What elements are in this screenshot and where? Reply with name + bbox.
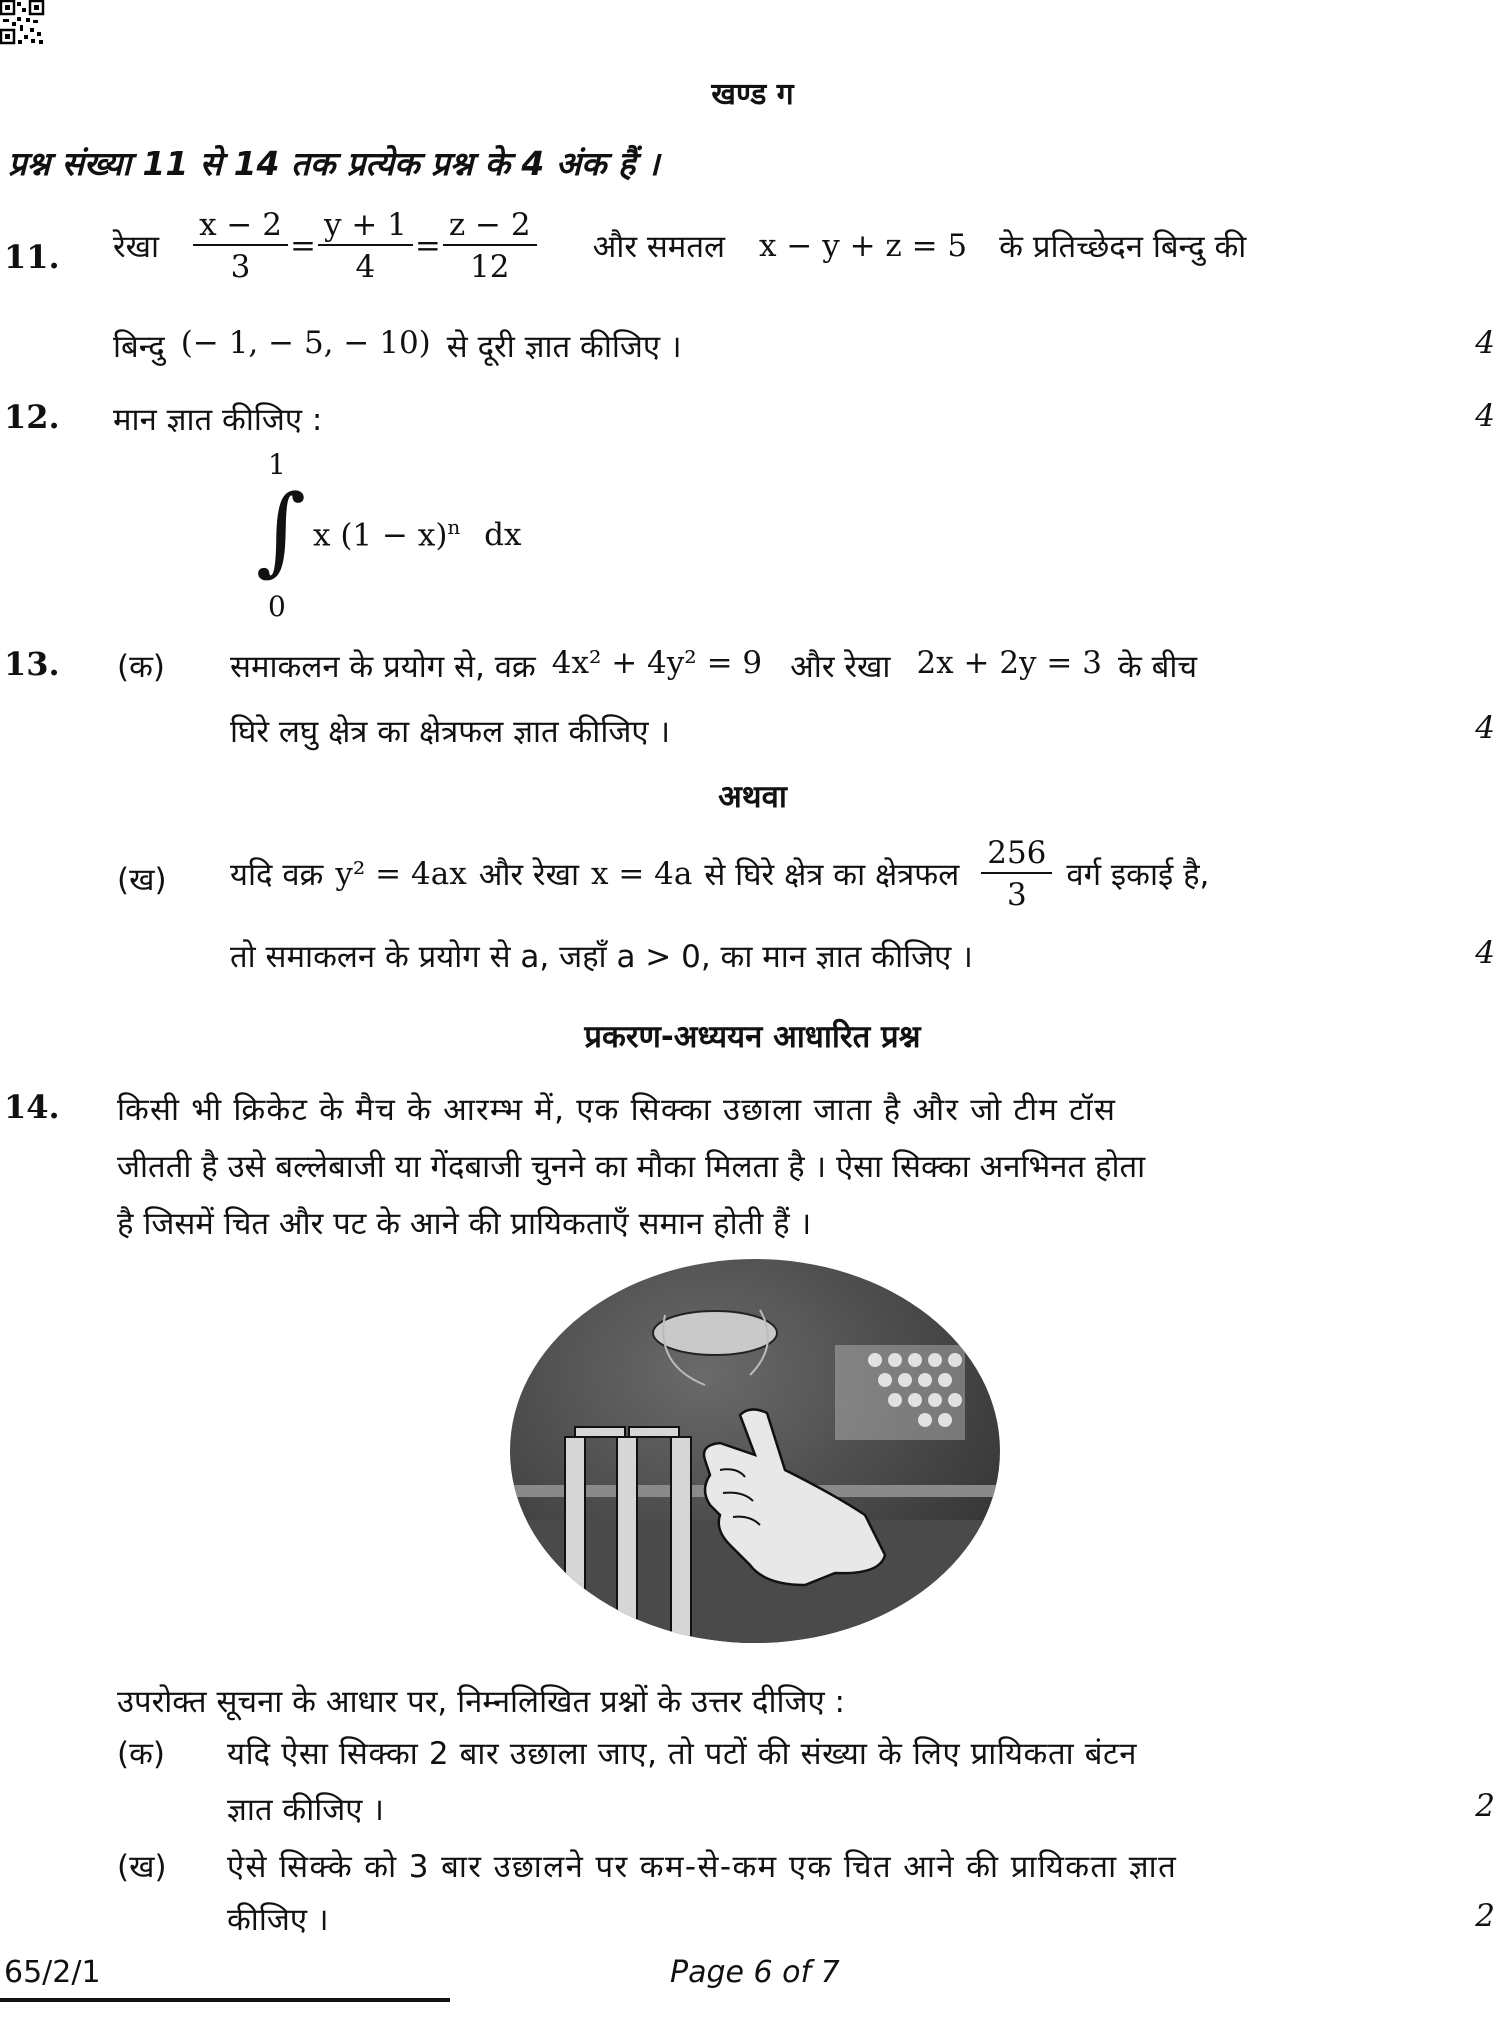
q13a-marks: 4 bbox=[1475, 710, 1495, 746]
q13b-marks: 4 bbox=[1475, 935, 1495, 971]
question-number-14: 14. bbox=[4, 1088, 60, 1126]
question-number-11: 11. bbox=[4, 238, 60, 276]
q14a-line1: यदि ऐसा सिक्का 2 बार उछाला जाए, तो पटों की संख्या के लिए प्रायिकता बंटन bbox=[227, 1736, 1138, 1772]
question-number-12: 12. bbox=[4, 398, 60, 436]
or-divider: अथवा bbox=[718, 779, 787, 815]
q12-marks: 4 bbox=[1475, 398, 1495, 434]
q13a-line-equation: 2x + 2y = 3 bbox=[916, 645, 1102, 681]
q13b-line1: यदि वक्र y² = 4ax और रेखा x = 4a से घिरे क्षेत्र का क्षेत्रफल $\frac{256}{3}$ वर्ग इकाई है, bbox=[230, 835, 1210, 914]
q14b-line1: ऐसे सिक्के को 3 बार उछालने पर कम-से-कम एक चित आने की प्रायिकता ज्ञात bbox=[227, 1849, 1178, 1885]
q12-text: मान ज्ञात कीजिए : bbox=[113, 402, 323, 438]
question-11-line2 bbox=[113, 325, 682, 367]
q11-text-point: बिन्दु bbox=[113, 329, 165, 365]
qr-code-icon bbox=[0, 0, 46, 46]
q14b-marks: 2 bbox=[1475, 1898, 1495, 1934]
q14-paragraph-line3: है जिसमें चित और पट के आने की प्रायिकताएँ समान होती हैं । bbox=[117, 1206, 812, 1242]
q13a-line1: समाकलन के प्रयोग से, वक्र 4x² + 4y² = 9 और रेखा 2x + 2y = 3 के बीच bbox=[230, 645, 1198, 685]
page-indicator: Page 6 of 7 bbox=[670, 1955, 840, 1990]
section-instruction: प्रश्न संख्या 11 से 14 तक प्रत्येक प्रश्न के 4 अंक हैं । bbox=[8, 144, 660, 183]
q13b-line2: तो समाकलन के प्रयोग से a, जहाँ a > 0, का मान ज्ञात कीजिए । bbox=[230, 939, 973, 975]
q11-text-line: रेखा bbox=[113, 229, 160, 266]
section-title: खण्ड ग bbox=[711, 77, 794, 112]
q14b-line2: कीजिए । bbox=[227, 1902, 329, 1938]
footer-rule bbox=[0, 1998, 450, 2002]
coin-toss-illustration bbox=[505, 1255, 1005, 1647]
q14a-marks: 2 bbox=[1475, 1788, 1495, 1824]
integral-lower-limit: 0 bbox=[268, 590, 286, 623]
q11-fraction-y: $\frac{y + 1}{4}$ bbox=[318, 208, 413, 284]
q13a-curve-equation: 4x² + 4y² = 9 bbox=[551, 645, 763, 681]
q14a-label: (क) bbox=[117, 1736, 165, 1772]
q11-text-find-distance: से दूरी ज्ञात कीजिए । bbox=[446, 329, 682, 365]
q13b-label: (ख) bbox=[117, 862, 167, 898]
question-number-13: 13. bbox=[4, 645, 60, 683]
integrand: x $(1 - x)^n$ dx bbox=[313, 515, 522, 554]
q11-text-plane: और समतल bbox=[592, 229, 726, 266]
q11-marks: 4 bbox=[1475, 325, 1495, 361]
q14-prompt: उपरोक्त सूचना के आधार पर, निम्नलिखित प्रश्नों के उत्तर दीजिए : bbox=[117, 1684, 845, 1720]
q14-paragraph-line1: किसी भी क्रिकेट के मैच के आरम्भ में, एक सिक्का उछाला जाता है और जो टीम टॉस bbox=[117, 1092, 1117, 1128]
q11-fraction-x: $\frac{x - 2}{3}$ bbox=[193, 208, 288, 284]
q14a-line2: ज्ञात कीजिए । bbox=[227, 1792, 385, 1828]
q13b-area-fraction: $\frac{256}{3}$ bbox=[981, 836, 1052, 912]
paper-code: 65/2/1 bbox=[4, 1955, 101, 1990]
q11-text-end: के प्रतिच्छेदन बिन्दु की bbox=[999, 229, 1247, 266]
q13a-line2: घिरे लघु क्षेत्र का क्षेत्रफल ज्ञात कीजिए । bbox=[230, 714, 671, 750]
q11-fraction-z: $\frac{z - 2}{12}$ bbox=[443, 208, 537, 284]
q14b-label: (ख) bbox=[117, 1849, 167, 1885]
q11-plane-equation: x − y + z = 5 bbox=[759, 228, 968, 265]
q14-paragraph-line2: जीतती है उसे बल्लेबाजी या गेंदबाजी चुनने का मौका मिलता है । ऐसा सिक्का अनभिनत होता bbox=[117, 1149, 1146, 1185]
q13a-label: (क) bbox=[117, 649, 165, 685]
q13b-line-equation: x = 4a bbox=[591, 856, 693, 893]
q13b-curve-equation: y² = 4ax bbox=[335, 856, 467, 893]
q11-line-equation: $\frac{x - 2}{3}$ = $\frac{y + 1}{4}$ = $\frac{z - 2}{12}$ bbox=[191, 208, 539, 284]
integral-sign: ∫ bbox=[256, 474, 307, 586]
q11-point: (− 1, − 5, − 10) bbox=[180, 325, 431, 361]
case-study-heading: प्रकरण-अध्ययन आधारित प्रश्न bbox=[584, 1019, 921, 1055]
integral-upper-limit: 1 bbox=[268, 448, 286, 481]
question-11-line1 bbox=[113, 208, 1246, 284]
